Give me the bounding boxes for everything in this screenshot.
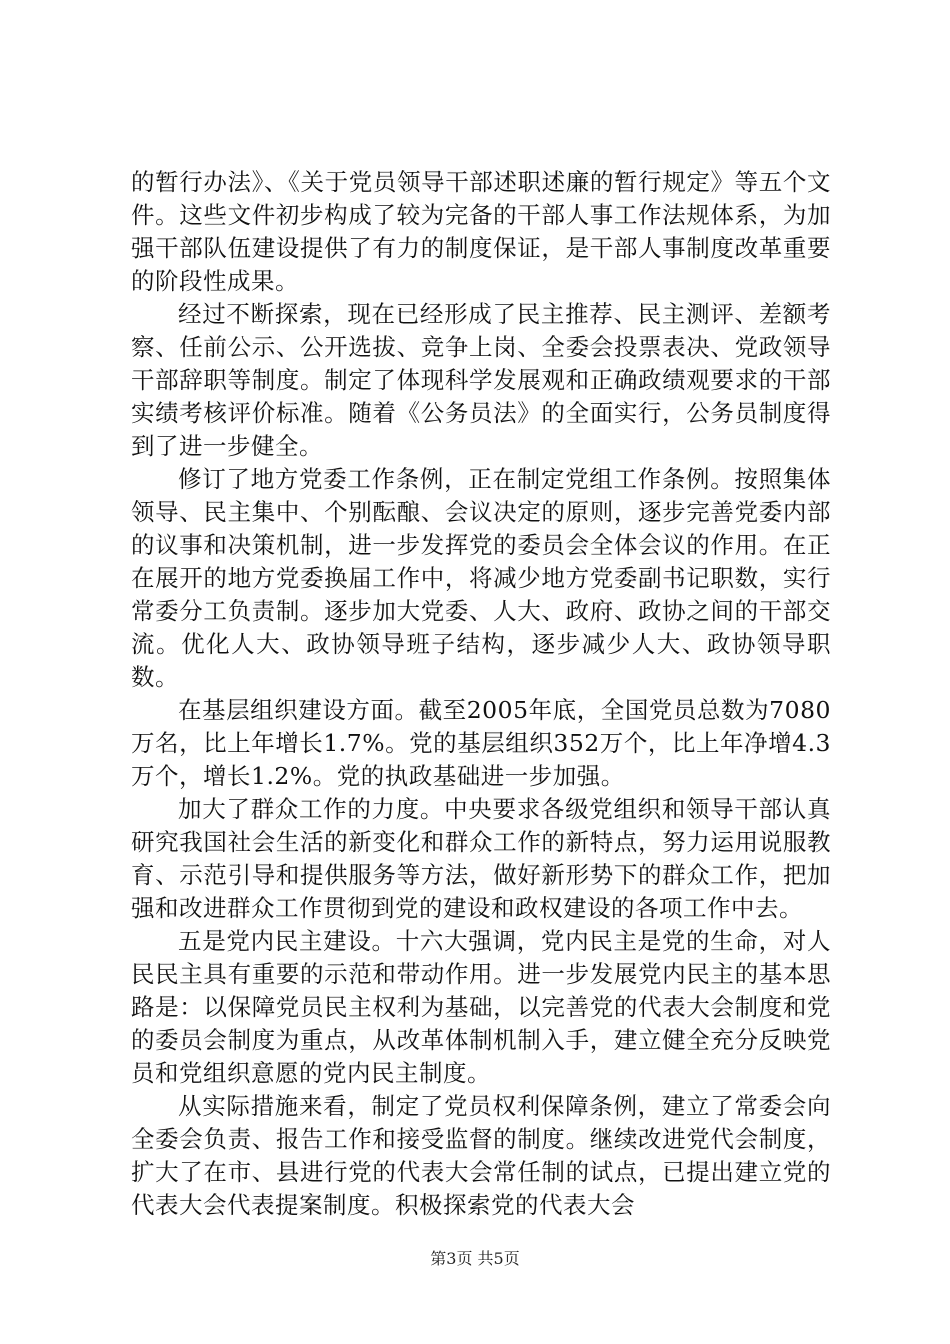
paragraph-3: 修订了地方党委工作条例，正在制定党组工作条例。按照集体领导、民主集中、个别酝酿、会议决定的原则，逐步完善党委内部的议事和决策机制，进一步发挥党的委员会全体会议的作用。在正在展开的地方党委换届工作中，将减少地方党委副书记职数，实行常委分工负责制。逐步加大党委、人大、政府、政协之间的干部交流。优化人大、政协领导班子结构，逐步减少人大、政协领导职数。	[131, 465, 831, 691]
paragraph-1: 的暂行办法》、《关于党员领导干部述职述廉的暂行规定》等五个文件。这些文件初步构成了较为完备的干部人事工作法规体系，为加强干部队伍建设提供了有力的制度保证，是干部人事制度改革重要的阶段性成果。	[131, 168, 831, 295]
paragraph-6: 五是党内民主建设。十六大强调，党内民主是党的生命，对人民民主具有重要的示范和带动作用。进一步发展党内民主的基本思路是：以保障党员民主权利为基础，以完善党的代表大会制度和党的委员会制度为重点，从改革体制机制入手，建立健全充分反映党员和党组织意愿的党内民主制度。	[131, 927, 831, 1087]
paragraph-2: 经过不断探索，现在已经形成了民主推荐、民主测评、差额考察、任前公示、公开选拔、竞争上岗、全委会投票表决、党政领导干部辞职等制度。制定了体现科学发展观和正确政绩观要求的干部实绩考核评价标准。随着《公务员法》的全面实行，公务员制度得到了进一步健全。	[131, 300, 831, 460]
paragraph-4: 在基层组织建设方面。截至2005年底，全国党员总数为7080万名，比上年增长1.7%。党的基层组织352万个，比上年净增4.3万个，增长1.2%。党的执政基础进一步加强。	[131, 696, 831, 790]
paragraph-7: 从实际措施来看，制定了党员权利保障条例，建立了常委会向全委会负责、报告工作和接受监督的制度。继续改进党代会制度，扩大了在市、县进行党的代表大会常任制的试点，已提出建立党的代表大会代表提案制度。积极探索党的代表大会	[131, 1092, 831, 1219]
document-body	[131, 166, 831, 1222]
paragraph-5: 加大了群众工作的力度。中央要求各级党组织和领导干部认真研究我国社会生活的新变化和群众工作的新特点，努力运用说服教育、示范引导和提供服务等方法，做好新形势下的群众工作，把加强和改进群众工作贯彻到党的建设和政权建设的各项工作中去。	[131, 795, 831, 922]
page-number-footer: 第3页 共5页	[430, 1249, 520, 1268]
